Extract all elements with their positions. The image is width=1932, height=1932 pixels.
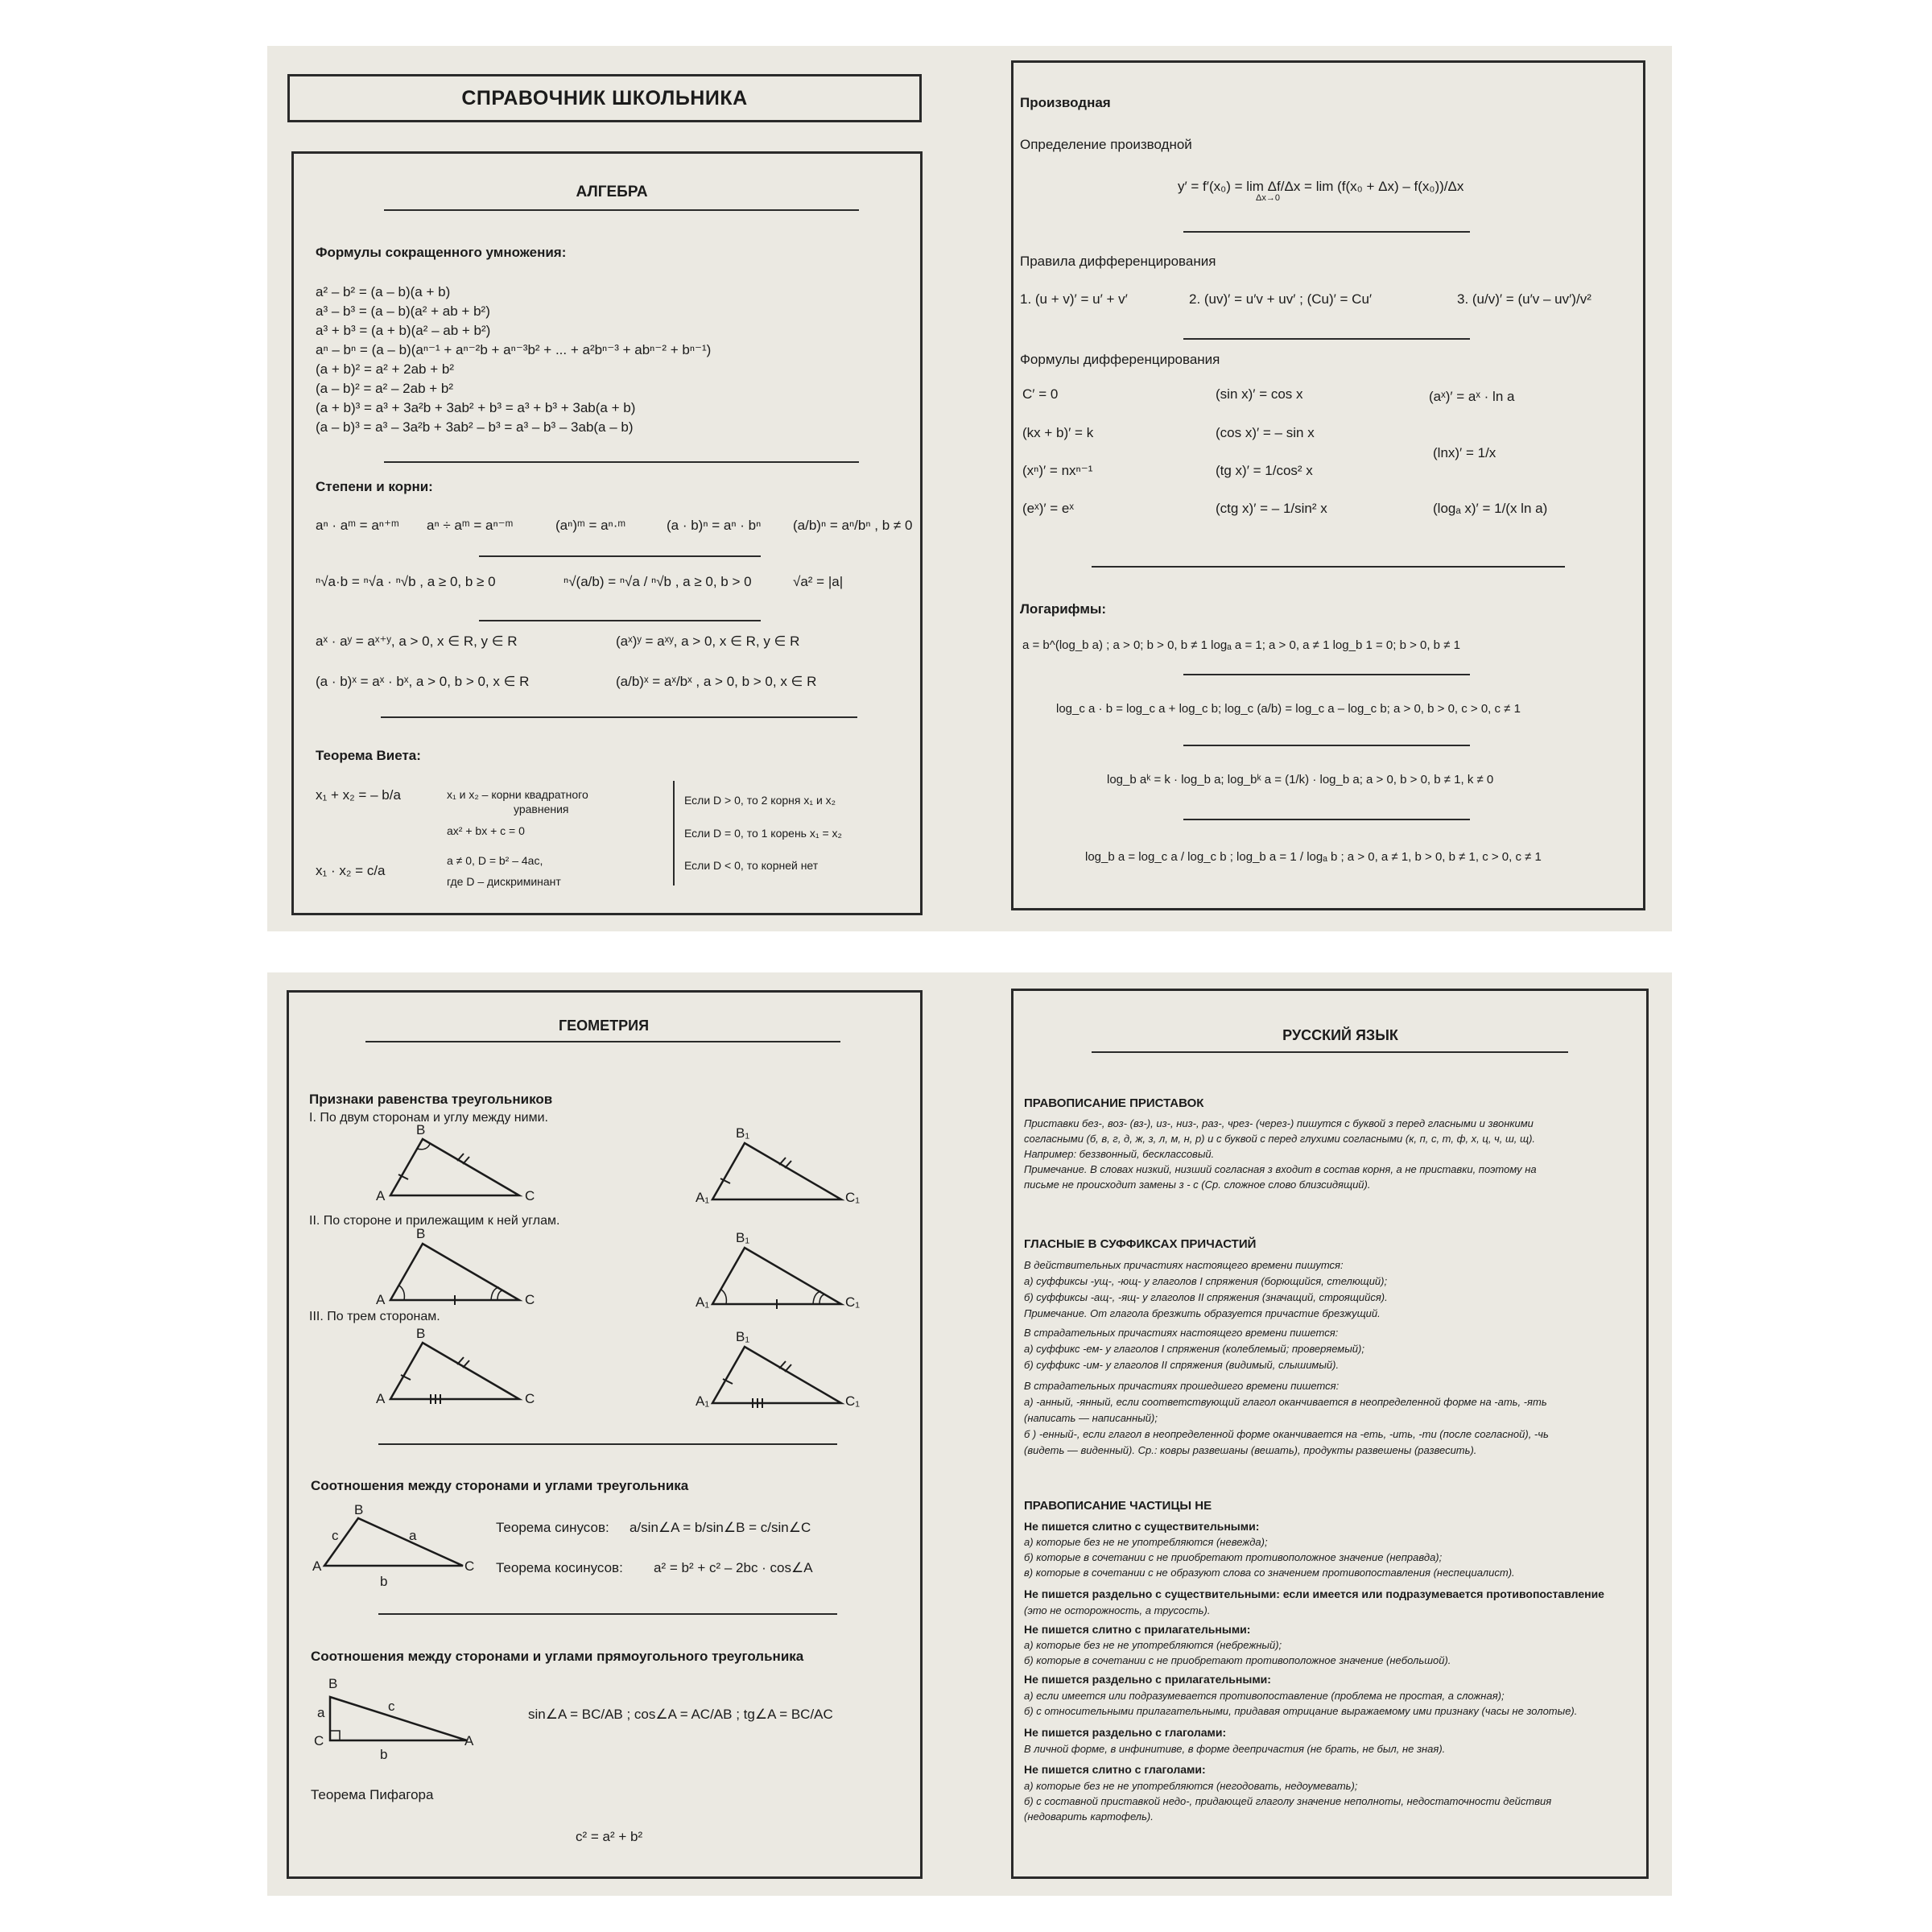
- ne-rule: Не пишется слитно с глаголами:: [1024, 1763, 1206, 1776]
- rule-formula: 2. (uv)′ = u′v + uv′ ; (Cu)′ = Cu′: [1189, 291, 1373, 307]
- suffix-header: ГЛАСНЫЕ В СУФФИКСАХ ПРИЧАСТИЙ: [1024, 1237, 1257, 1251]
- vieta-text: a ≠ 0, D = b² – 4ac,: [447, 854, 543, 867]
- sines-formula: a/sin∠A = b/sin∠B = c/sin∠C: [630, 1520, 811, 1535]
- vertex-label: A: [376, 1292, 386, 1307]
- suffix-line: а) -анный, -янный, если соответствующий глагол оканчивается в неопределенной форме на -ать, -ять: [1024, 1396, 1547, 1408]
- ne-line: б) которые в сочетании с не приобретают противоположное значение (небольшой).: [1024, 1654, 1451, 1666]
- prefix-line: Например: беззвонный, бесклассовый.: [1024, 1148, 1215, 1160]
- ne-line: б) с составной приставкой недо-, придающей глаголу значение неполноты, недостаточности действия: [1024, 1795, 1552, 1807]
- definition-label: Определение производной: [1020, 137, 1192, 152]
- divider: [1092, 566, 1565, 568]
- abbrev-formula: a³ + b³ = (a + b)(a² – ab + b²): [316, 323, 491, 338]
- prefix-line: согласными (б, в, г, д, ж, з, л, м, н, р) и с буквой с перед глухими согласными (к, п, с, т, ф, х, ц, ч, ш, щ).: [1024, 1133, 1536, 1145]
- derivative-header: Производная: [1020, 95, 1111, 110]
- rule-formula: 1. (u + v)′ = u′ + v′: [1020, 291, 1128, 307]
- vieta-formula: x₁ · x₂ = c/a: [316, 863, 386, 878]
- abbrev-formula: (a + b)³ = a³ + 3a²b + 3ab² + b³ = a³ + b³ + 3ab(a + b): [316, 400, 636, 415]
- right-triangle-header: Соотношения между сторонами и углами прямоугольного треугольника: [311, 1649, 804, 1664]
- power-formula: √a² = |a|: [793, 574, 844, 589]
- power-formula: ⁿ√a·b = ⁿ√a · ⁿ√b , a ≥ 0, b ≥ 0: [316, 574, 496, 589]
- power-formula: (a/b)ˣ = aˣ/bˣ , a > 0, b > 0, x ∈ R: [616, 674, 817, 689]
- cosines-formula: a² = b² + c² – 2bc · cos∠A: [654, 1560, 813, 1575]
- log-header: Логарифмы:: [1020, 601, 1107, 617]
- vertex-label: B: [328, 1676, 338, 1691]
- diff-formula: (ctg x)′ = – 1/sin² x: [1216, 501, 1327, 516]
- suffix-line: б) суффикс -им- у глаголов II спряжения (видимый, слышимый).: [1024, 1359, 1340, 1371]
- suffix-line: (написать — написанный);: [1024, 1412, 1158, 1424]
- right-formula: sin∠A = BC/AB ; cos∠A = AC/AB ; tg∠A = BC/AC: [528, 1707, 833, 1722]
- divider: [1183, 231, 1470, 233]
- rules-label: Правила дифференцирования: [1020, 254, 1216, 269]
- divider: [378, 1443, 837, 1445]
- diff-formula: (eˣ)′ = eˣ: [1022, 501, 1074, 516]
- vertex-label: B₁: [736, 1329, 750, 1344]
- ne-rule: Не пишется слитно с прилагательными:: [1024, 1623, 1251, 1636]
- definition-formula: y′ = f′(x₀) = lim Δf/Δx = lim (f(x₀ + Δx) – f(x₀))/Δx: [1178, 179, 1464, 194]
- triangle-abc-sss: [378, 1335, 531, 1407]
- vertex-label: C: [525, 1292, 535, 1307]
- divider: [384, 461, 859, 463]
- power-formula: (aˣ)ʸ = aˣʸ, a > 0, x ∈ R, y ∈ R: [616, 634, 800, 649]
- pythagoras-label: Теорема Пифагора: [311, 1787, 434, 1802]
- ne-rule: Не пишется раздельно с прилагательными:: [1024, 1673, 1271, 1686]
- abbrev-header: Формулы сокращенного умножения:: [316, 245, 567, 260]
- power-formula: aⁿ · aᵐ = aⁿ⁺ᵐ: [316, 518, 399, 533]
- power-formula: aⁿ ÷ aᵐ = aⁿ⁻ᵐ: [427, 518, 514, 533]
- divider: [1183, 745, 1470, 746]
- triangle-general: [318, 1513, 471, 1574]
- ne-line: в) которые в сочетании с не образуют слова со значением противопоставления (неспециалист).: [1024, 1567, 1515, 1579]
- divider: [479, 555, 761, 557]
- vertex-label: B: [416, 1226, 426, 1241]
- diff-formula: (tg x)′ = 1/cos² x: [1216, 463, 1313, 478]
- abbrev-formula: (a – b)³ = a³ – 3a²b + 3ab² – b³ = a³ – b³ – 3ab(a – b): [316, 419, 634, 435]
- divider: [384, 209, 859, 211]
- side-label: a: [409, 1528, 417, 1543]
- suffix-line: В страдательных причастиях прошедшего времени пишется:: [1024, 1380, 1340, 1392]
- vertex-label: A: [376, 1391, 386, 1406]
- divider: [479, 620, 761, 621]
- vertex-label: B: [416, 1326, 426, 1341]
- ne-line: (недоварить картофель).: [1024, 1810, 1154, 1823]
- ne-rule: Не пишется слитно с существительными:: [1024, 1520, 1260, 1533]
- diff-formula: (cos x)′ = – sin x: [1216, 425, 1315, 440]
- diff-formula: (aˣ)′ = aˣ · ln a: [1429, 389, 1515, 404]
- vertex-label: B₁: [736, 1125, 750, 1141]
- prefix-line: письме не происходит замены з - с (Ср. сложное слово близсидящий).: [1024, 1179, 1371, 1191]
- vieta-case: Если D > 0, то 2 корня x₁ и x₂: [684, 794, 836, 807]
- prefix-header: ПРАВОПИСАНИЕ ПРИСТАВОК: [1024, 1096, 1204, 1110]
- abbrev-formula: (a + b)² = a² + 2ab + b²: [316, 361, 454, 377]
- diff-formula: (xⁿ)′ = nxⁿ⁻¹: [1022, 463, 1093, 478]
- vertex-label: C₁: [845, 1393, 861, 1409]
- suffix-line: б ) -енный-, если глагол в неопределенной форме оканчивается на -еть, -ить, -ти (после согласной), -чь: [1024, 1428, 1549, 1440]
- ne-line: В личной форме, в инфинитиве, в форме деепричастия (не брать, не был, не зная).: [1024, 1743, 1446, 1755]
- prefix-line: Примечание. В словах низкий, низший согласная з входит в состав корня, а не приставки, поэтому на: [1024, 1163, 1537, 1175]
- triangle-a1b1c1-sas: [700, 1135, 853, 1208]
- vertex-label: B: [416, 1122, 426, 1137]
- suffix-line: В страдательных причастиях настоящего времени пишется:: [1024, 1327, 1339, 1339]
- formulas-label: Формулы дифференцирования: [1020, 352, 1220, 367]
- algebra-section-title: АЛГЕБРА: [576, 184, 648, 200]
- vertex-label: A₁: [696, 1190, 710, 1205]
- vertex-label: A: [376, 1188, 386, 1203]
- vertex-label: A₁: [696, 1393, 710, 1409]
- vieta-text: ax² + bx + c = 0: [447, 824, 525, 837]
- vertex-label: B₁: [736, 1230, 750, 1245]
- divider: [365, 1041, 840, 1042]
- vieta-formula: x₁ + x₂ = – b/a: [316, 787, 401, 803]
- ratio-header: Соотношения между сторонами и углами треугольника: [311, 1478, 689, 1493]
- diff-formula: (logₐ x)′ = 1/(x ln a): [1433, 501, 1548, 516]
- vieta-text: уравнения: [514, 803, 569, 815]
- vieta-header: Теорема Виета:: [316, 748, 421, 763]
- vertex-label: C: [464, 1558, 475, 1574]
- pythagoras-formula: c² = a² + b²: [576, 1829, 643, 1844]
- cosines-label: Теорема косинусов:: [496, 1560, 623, 1575]
- ne-line: б) с относительными прилагательными, придавая отрицание выражаемому ими признаку (часы не золотые).: [1024, 1705, 1578, 1717]
- side-label: c: [388, 1699, 395, 1714]
- vieta-text: x₁ и x₂ – корни квадратного: [447, 788, 588, 801]
- side-label: b: [380, 1574, 388, 1589]
- suffix-line: а) суффиксы -ущ-, -ющ- у глаголов I спряжения (борющийся, стелющий);: [1024, 1275, 1388, 1287]
- divider: [1183, 338, 1470, 340]
- vertex-label: A: [312, 1558, 322, 1574]
- triangle-a1b1c1-asa: [700, 1240, 853, 1312]
- power-formula: (a/b)ⁿ = aⁿ/bⁿ , b ≠ 0: [793, 518, 913, 533]
- log-formula: log_c a · b = log_c a + log_c b; log_c (a/b) = log_c a – log_c b; a > 0, b > 0, c > 0, c ≠ 1: [1056, 702, 1521, 716]
- power-formula: aˣ · aʸ = aˣ⁺ʸ, a > 0, x ∈ R, y ∈ R: [316, 634, 518, 649]
- ne-line: а) если имеется или подразумевается противопоставление (проблема не простая, а сложная);: [1024, 1690, 1505, 1702]
- vertex-label: C₁: [845, 1190, 861, 1205]
- diff-formula: (sin x)′ = cos x: [1216, 386, 1303, 402]
- ne-line: б) которые в сочетании с не приобретают противоположное значение (неправда);: [1024, 1551, 1443, 1563]
- vieta-separator: [673, 781, 675, 886]
- divider: [1183, 819, 1470, 820]
- divider: [378, 1613, 837, 1615]
- russian-section-title: РУССКИЙ ЯЗЫК: [1282, 1027, 1398, 1043]
- power-formula: ⁿ√(a/b) = ⁿ√a / ⁿ√b , a ≥ 0, b > 0: [564, 574, 752, 589]
- vertex-label: B: [354, 1502, 364, 1517]
- vertex-label: C₁: [845, 1294, 861, 1310]
- equality-rule-3: III. По трем сторонам.: [309, 1310, 440, 1323]
- diff-formula: C′ = 0: [1022, 386, 1059, 402]
- geometry-section-title: ГЕОМЕТРИЯ: [558, 1018, 650, 1034]
- abbrev-formula: a³ – b³ = (a – b)(a² + ab + b²): [316, 303, 490, 319]
- vertex-label: C: [525, 1188, 535, 1203]
- vertex-label: C: [314, 1733, 324, 1748]
- suffix-line: б) суффиксы -ащ-, -ящ- у глаголов II спряжения (значащий, строящийся).: [1024, 1291, 1388, 1303]
- abbrev-formula: a² – b² = (a – b)(a + b): [316, 284, 451, 299]
- side-label: a: [317, 1705, 325, 1720]
- vieta-case: Если D = 0, то 1 корень x₁ = x₂: [684, 827, 842, 840]
- vertex-label: A₁: [696, 1294, 710, 1310]
- equality-rule-1: I. По двум сторонам и углу между ними.: [309, 1111, 548, 1125]
- triangle-a1b1c1-sss: [700, 1339, 853, 1411]
- divider: [1183, 674, 1470, 675]
- suffix-line: Примечание. От глагола брезжить образуется причастие брезжущий.: [1024, 1307, 1381, 1319]
- log-formula: log_b a = log_c a / log_c b ; log_b a = 1 / logₐ b ; a > 0, a ≠ 1, b > 0, b ≠ 1, c > 0, c ≠ 1: [1085, 850, 1542, 864]
- diff-formula: (lnx)′ = 1/x: [1433, 445, 1496, 460]
- side-label: b: [380, 1747, 388, 1762]
- powers-header: Степени и корни:: [316, 479, 433, 494]
- vieta-text: где D – дискриминант: [447, 875, 561, 888]
- limit-subscript: Δx→0: [1256, 193, 1280, 203]
- page-title: СПРАВОЧНИК ШКОЛЬНИКА: [287, 74, 922, 122]
- diff-formula: (kx + b)′ = k: [1022, 425, 1094, 440]
- log-formula: log_b aᵏ = k · log_b a; log_bᵏ a = (1/k) · log_b a; a > 0, b > 0, b ≠ 1, k ≠ 0: [1107, 773, 1494, 786]
- equality-header: Признаки равенства треугольников: [309, 1092, 553, 1107]
- suffix-line: (видеть — виденный). Ср.: ковры развешаны (вешать), продукты развешены (развесить).: [1024, 1444, 1477, 1456]
- ne-line: (это не осторожность, а трусость).: [1024, 1604, 1211, 1616]
- ne-line: а) которые без не не употребляются (негодовать, недоумевать);: [1024, 1780, 1358, 1792]
- power-formula: (aⁿ)ᵐ = aⁿ·ᵐ: [555, 518, 626, 533]
- power-formula: (a · b)ⁿ = aⁿ · bⁿ: [667, 518, 762, 533]
- log-formula: a = b^(log_b a) ; a > 0; b > 0, b ≠ 1 logₐ a = 1; a > 0, a ≠ 1 log_b 1 = 0; b > 0, b ≠ 1: [1022, 638, 1460, 652]
- suffix-line: В действительных причастиях настоящего времени пишутся:: [1024, 1259, 1344, 1271]
- vertex-label: C: [525, 1391, 535, 1406]
- vieta-case: Если D < 0, то корней нет: [684, 859, 819, 872]
- divider: [1092, 1051, 1568, 1053]
- ne-line: а) которые без не не употребляются (небрежный);: [1024, 1639, 1282, 1651]
- triangle-abc-asa: [378, 1236, 531, 1308]
- triangle-abc-sas: [378, 1131, 531, 1203]
- ne-rule: Не пишется раздельно с глаголами:: [1024, 1726, 1227, 1739]
- divider: [381, 716, 857, 718]
- vertex-label: A: [464, 1733, 474, 1748]
- abbrev-formula: (a – b)² = a² – 2ab + b²: [316, 381, 454, 396]
- triangle-right: [322, 1690, 475, 1747]
- ne-line: а) которые без не не употребляются (невежда);: [1024, 1536, 1268, 1548]
- rule-formula: 3. (u/v)′ = (u′v – uv′)/v²: [1457, 291, 1591, 307]
- abbrev-formula: aⁿ – bⁿ = (a – b)(aⁿ⁻¹ + aⁿ⁻²b + aⁿ⁻³b² + ... + a²bⁿ⁻³ + abⁿ⁻² + bⁿ⁻¹): [316, 342, 712, 357]
- ne-rule: Не пишется раздельно с существительными: если имеется или подразумевается противопоставление: [1024, 1587, 1604, 1600]
- side-label: c: [332, 1528, 339, 1543]
- power-formula: (a · b)ˣ = aˣ · bˣ, a > 0, b > 0, x ∈ R: [316, 674, 530, 689]
- suffix-line: а) суффикс -ем- у глаголов I спряжения (колеблемый; проверяемый);: [1024, 1343, 1364, 1355]
- equality-rule-2: II. По стороне и прилежащим к ней углам.: [309, 1214, 560, 1228]
- prefix-line: Приставки без-, воз- (вз-), из-, низ-, раз-, чрез- (через-) пишутся с буквой з перед гласными и звонкими: [1024, 1117, 1534, 1129]
- sines-label: Теорема синусов:: [496, 1520, 609, 1535]
- ne-header: ПРАВОПИСАНИЕ ЧАСТИЦЫ НЕ: [1024, 1499, 1212, 1513]
